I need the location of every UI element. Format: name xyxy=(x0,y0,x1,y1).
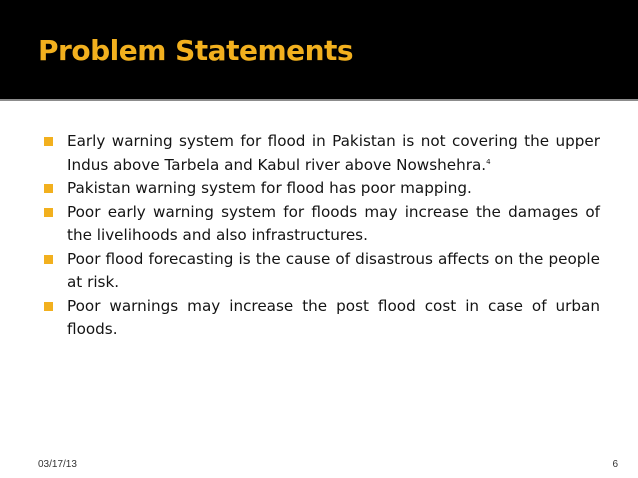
bullet-item xyxy=(44,130,600,177)
bullet-text: Poor flood forecasting is the cause of disastrous affects on the people at risk. xyxy=(67,249,600,291)
bullet-text: Poor early warning system for floods may increase the damages of the livelihoods and also infrastructures. xyxy=(67,202,600,244)
slide-number: 6 xyxy=(612,459,618,470)
bullet-list xyxy=(44,130,600,342)
bullet-text: Poor warnings may increase the post flood cost in case of urban floods. xyxy=(67,296,600,338)
footer-date: 03/17/13 xyxy=(38,459,77,470)
square-bullet-icon xyxy=(44,137,53,146)
bullet-item xyxy=(44,177,600,201)
square-bullet-icon xyxy=(44,208,53,217)
square-bullet-icon xyxy=(44,302,53,311)
bullet-item xyxy=(44,201,600,248)
square-bullet-icon xyxy=(44,184,53,193)
slide-title: Problem Statements xyxy=(38,34,354,67)
title-bar xyxy=(0,0,638,99)
bullet-item xyxy=(44,248,600,295)
bullet-text: Early warning system for flood in Pakistan is not covering the upper Indus above Tarbela and Kabul river above Nowshehra. xyxy=(67,132,600,174)
bullet-item xyxy=(44,295,600,342)
square-bullet-icon xyxy=(44,255,53,264)
footnote-reference: 4 xyxy=(486,157,491,166)
title-divider xyxy=(0,99,638,101)
bullet-text: Pakistan warning system for flood has poor mapping. xyxy=(67,179,472,197)
